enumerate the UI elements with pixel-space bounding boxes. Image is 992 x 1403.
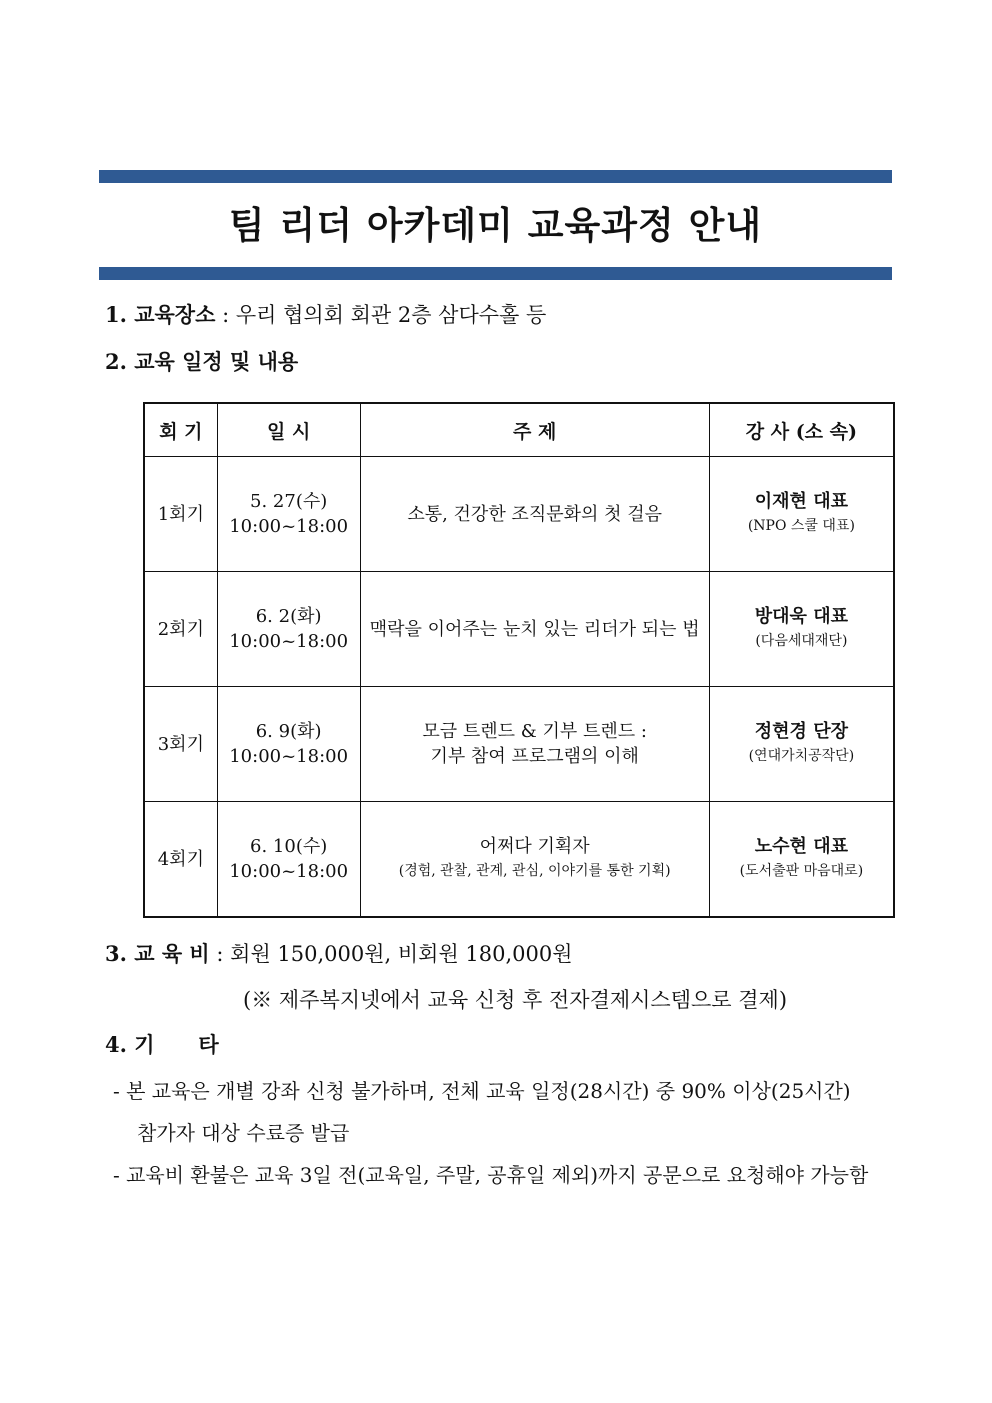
- cell-datetime: [217, 457, 360, 572]
- cell-round: 1회기: [144, 457, 217, 572]
- title-bottom-bar: [99, 267, 892, 280]
- cell-datetime: [217, 572, 360, 687]
- cell-time: 10:00~18:00: [229, 861, 349, 882]
- topic-line2: (경험, 관찰, 관계, 관심, 이야기를 통한 기획): [398, 863, 671, 879]
- lecturer-name: 방대욱 대표: [754, 606, 848, 627]
- venue-label: 1. 교육장소: [105, 302, 216, 327]
- cell-round: 3회기: [144, 687, 217, 802]
- etc-bullet1-line2: 참가자 대상 수료증 발급: [137, 1121, 350, 1145]
- page-title: 팀 리더 아카데미 교육과정 안내: [228, 204, 763, 247]
- lecturer-name: 이재현 대표: [754, 491, 848, 512]
- cell-time: 10:00~18:00: [229, 746, 349, 767]
- cell-topic: [360, 457, 709, 572]
- lecturer-org: (다음세대재단): [755, 633, 848, 649]
- header-date: 일 시: [217, 403, 360, 457]
- cell-round: 2회기: [144, 572, 217, 687]
- fee-note: (※ 제주복지넷에서 교육 신청 후 전자결제시스템으로 결제): [243, 988, 788, 1012]
- table-row: [144, 802, 894, 918]
- table-row: [144, 457, 894, 572]
- cell-topic: [360, 802, 709, 918]
- lecturer-name: 노수현 대표: [754, 836, 848, 857]
- etc-bullet2: - 교육비 환불은 교육 3일 전(교육일, 주말, 공휴일 제외)까지 공문으로 요청해야 가능함: [113, 1163, 869, 1187]
- section-etc: [105, 1030, 219, 1060]
- title-top-bar: [99, 170, 892, 183]
- etc-label: 4. 기 타: [105, 1032, 219, 1057]
- cell-date: 6. 9(화): [255, 721, 322, 742]
- topic-line1: 맥락을 이어주는 눈치 있는 리더가 되는 법: [369, 618, 700, 640]
- topic-line1: 소통, 건강한 조직문화의 첫 걸음: [407, 503, 662, 525]
- etc-bullet1-line1: - 본 교육은 개별 강좌 신청 불가하며, 전체 교육 일정(28시간) 중 90% 이상(25시간): [113, 1079, 851, 1103]
- cell-topic: [360, 687, 709, 802]
- cell-datetime: [217, 687, 360, 802]
- cell-lecturer: [709, 457, 894, 572]
- cell-lecturer: [709, 572, 894, 687]
- cell-date: 6. 10(수): [250, 836, 328, 857]
- table-row: [144, 687, 894, 802]
- fee-value: 회원 150,000원, 비회원 180,000원: [230, 942, 573, 966]
- header-round: 회 기: [144, 403, 217, 457]
- table-header-row: [144, 403, 894, 457]
- cell-time: 10:00~18:00: [229, 516, 349, 537]
- lecturer-org: (연대가치공작단): [748, 748, 855, 764]
- schedule-table: [143, 402, 895, 918]
- cell-topic: [360, 572, 709, 687]
- venue-value: 우리 협의회 회관 2층 삼다수홀 등: [235, 303, 547, 327]
- header-lecturer: 강 사 (소 속): [709, 403, 894, 457]
- cell-lecturer: [709, 802, 894, 918]
- topic-line1: 어쩌다 기획자: [479, 836, 590, 857]
- cell-date: 5. 27(수): [250, 491, 328, 512]
- cell-datetime: [217, 802, 360, 918]
- table-row: [144, 572, 894, 687]
- fee-sep: :: [209, 942, 231, 966]
- topic-line1: 모금 트렌드 & 기부 트렌드 :: [422, 721, 647, 742]
- section-schedule: [105, 347, 298, 377]
- header-topic: 주 제: [360, 403, 709, 457]
- cell-date: 6. 2(화): [255, 606, 322, 627]
- cell-round: 4회기: [144, 802, 217, 918]
- section-venue: [105, 300, 546, 330]
- lecturer-org: (NPO 스쿨 대표): [747, 518, 855, 534]
- venue-sep: :: [215, 303, 236, 327]
- cell-time: 10:00~18:00: [229, 631, 349, 652]
- lecturer-name: 정현경 단장: [754, 721, 848, 742]
- lecturer-org: (도서출판 마음대로): [739, 863, 864, 879]
- topic-line2: 기부 참여 프로그램의 이해: [430, 746, 639, 767]
- fee-label: 3. 교 육 비: [105, 941, 210, 966]
- section-fee: [105, 939, 573, 969]
- schedule-label: 2. 교육 일정 및 내용: [105, 349, 299, 374]
- cell-lecturer: [709, 687, 894, 802]
